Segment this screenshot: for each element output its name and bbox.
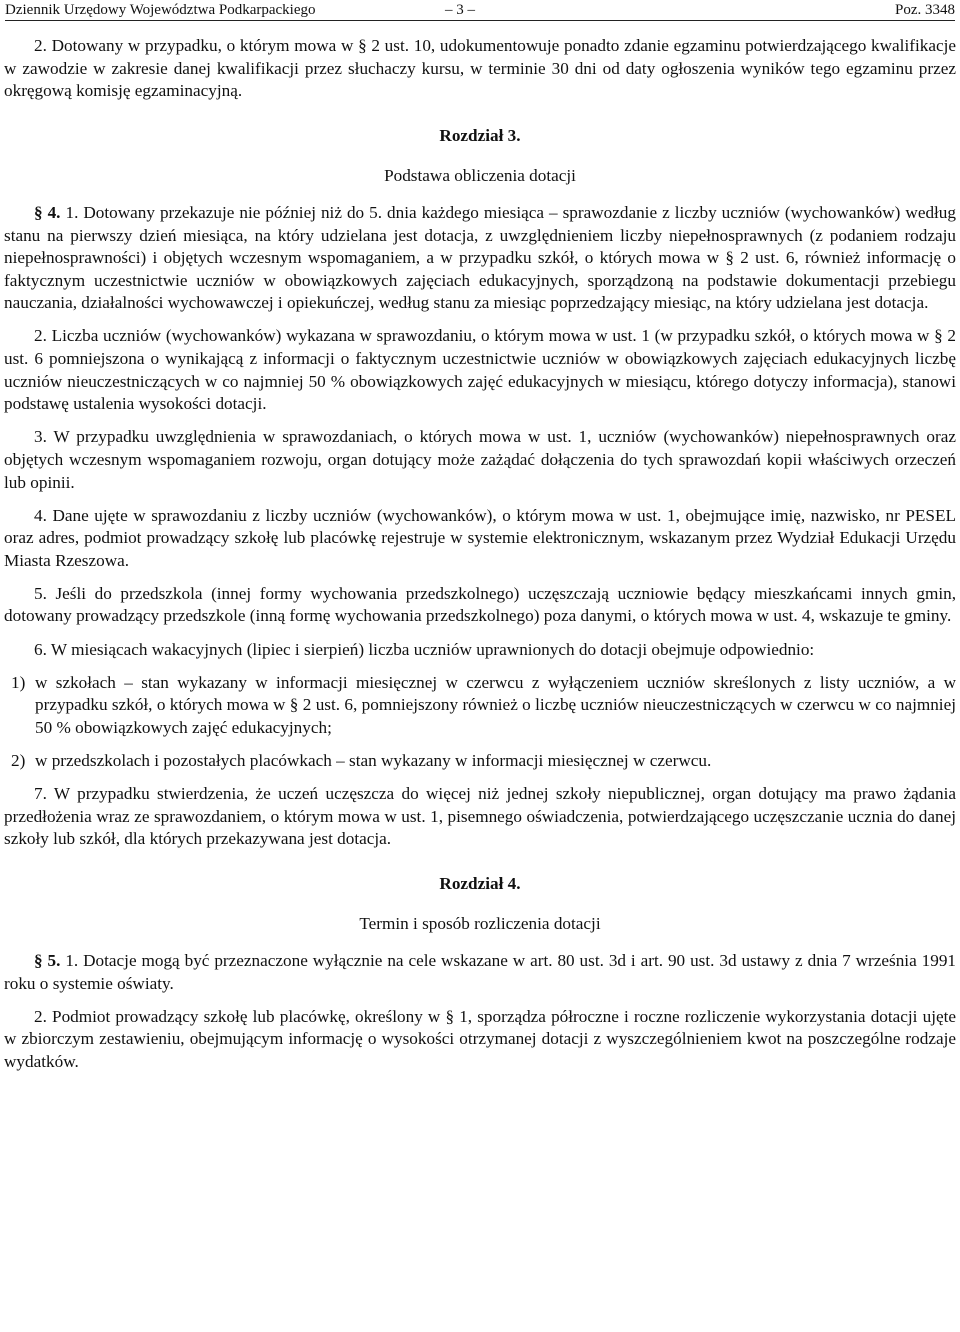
list-item-1 [4, 672, 956, 740]
section-5-para-1-text: 1. Dotacje mogą być przeznaczone wyłącznie na cele wskazane w art. 80 ust. 3d i art. 90 ust. 3d ustawy z dnia 7 września 1991 roku o systemie oświaty. [4, 951, 957, 993]
page-header [5, 0, 955, 21]
section-4-para-4: 4. Dane ujęte w sprawozdaniu z liczby uczniów (wychowanków), o którym mowa w ust. 1, obejmujące imię, nazwisko, nr PESEL oraz adres, podmiot prowadzący szkołę lub placówkę rejestruje w systemie elektronicznym, wskazanym przez Wydział Edukacji Urzędu Miasta Rzeszowa. [4, 505, 956, 570]
list-item-2-number: 2) [11, 750, 26, 770]
section-4-para-6: 6. W miesiącach wakacyjnych (lipiec i sierpień) liczba uczniów uprawnionych do dotacji obejmuje odpowiednio: [34, 639, 815, 659]
section-4-mark: § 4. [34, 202, 61, 222]
journal-title: Dziennik Urzędowy Województwa Podkarpackiego [5, 2, 316, 18]
document-body [4, 35, 956, 1084]
section-5-mark: § 5. [34, 951, 61, 970]
section-4-para-5: 5. Jeśli do przedszkola (innej formy wychowania przedszkolnego) uczęszczają uczniowie będący mieszkańcami innych gmin, dotowany prowadzący przedszkole (inną formę wychowania przedszkolnego) poza danymi, o których mowa w ust. 4, wskazuje te gminy. [4, 583, 956, 626]
list-item-1-number: 1) [11, 672, 26, 692]
chapter-4-title: Termin i sposób rozliczenia dotacji [359, 914, 601, 934]
list-item-2-text: w przedszkolach i pozostałych placówkach – stan wykazany w informacji miesięcznej w czerwcu. [35, 750, 712, 770]
page-number: – 3 – [445, 2, 475, 18]
section-4-para-1 [4, 202, 956, 315]
list-item-1-text: w szkołach – stan wykazany w informacji miesięcznej w czerwcu z wyłączeniem uczniów skreślonych z listy uczniów, a w przypadku szkół, o których mowa w § 2 ust. 6, pomniejszony również o liczbę uczniów nieuczestniczących w czerwcu w co najmniej 50 % obowiązkowych zajęć edukacyjnych; [35, 672, 956, 737]
section-4-para-7: 7. W przypadku stwierdzenia, że uczeń uczęszcza do więcej niż jednej szkoły niepublicznej, organ dotujący ma prawo żądania przedłożenia wraz ze sprawozdaniem, o którym mowa w ust. 1, pisemnego oświadczenia, potwierdzającego uczęszczanie ucznia do danej szkoły lub szkół, dla których przekazywana jest dotacja. [4, 784, 956, 849]
section-5-para-1 [4, 950, 956, 995]
paragraph-2: 2. Dotowany w przypadku, o którym mowa w § 2 ust. 10, udokumentowuje ponadto zdanie egzaminu potwierdzającego kwalifikacje w zawodzie w zakresie danej kwalifikacji przez słuchaczy kursu, w terminie 30 dni od daty ogłoszenia wyników tego egzaminu przez okręgową komisję egzaminacyjną. [4, 36, 956, 101]
position-number: Poz. 3348 [895, 2, 955, 18]
list-item-2 [4, 750, 956, 773]
chapter-4-label: Rozdział 4. [439, 873, 521, 893]
chapter-3-label: Rozdział 3. [439, 125, 521, 145]
section-4-para-2: 2. Liczba uczniów (wychowanków) wykazana w sprawozdaniu, o którym mowa w ust. 1 (w przypadku szkół, o których mowa w § 2 ust. 6 pomniejszona o wynikającą z informacji o faktycznym uczestnictwie uczniów w obowiązkowych zajęciach edukacyjnych liczbę uczniów nieuczestniczących w co najmniej 50 % obowiązkowych zajęć edukacyjnych w miesiącu, którego dotyczy informacja), stanowi podstawę ustalenia wysokości dotacji. [4, 326, 956, 414]
chapter-3-title: Podstawa obliczenia dotacji [384, 166, 576, 186]
section-4-para-3: 3. W przypadku uwzględnienia w sprawozdaniach, o których mowa w ust. 1, uczniów (wychowanków) niepełnosprawnych oraz objętych wczesnym wspomaganiem rozwoju, organ dotujący może zażądać dołączenia do tych sprawozdań kopii właściwych orzeczeń lub opinii. [4, 427, 956, 492]
section-5-para-2: 2. Podmiot prowadzący szkołę lub placówkę, określony w § 1, sporządza półroczne i roczne rozliczenie wykorzystania dotacji ujęte w zbiorczym zestawieniu, obejmującym informację o wysokości otrzymanej dotacji z wyszczególnieniem kwot na poszczególne rodzaje wydatków. [4, 1006, 956, 1071]
section-4-para-1-text: 1. Dotowany przekazuje nie później niż do 5. dnia każdego miesiąca – sprawozdanie z liczby uczniów (wychowanków) według stanu na pierwszy dzień miesiąca, na który udzielana jest dotacja, z uwzględnieniem liczby niepełnosprawnych (z podaniem rodzaju niepełnosprawności) i objętych wczesnym wspomaganiem, a w przypadku szkół, o których mowa w § 2 ust. 6, również informację o faktycznym uczestnictwie uczniów w obowiązkowych zajęciach edukacyjnych, sporządzoną na podstawie dokumentacji przebiegu nauczania, działalności wychowawczej i opiekuńczej, według stanu za miesiąc poprzedzający miesiąc, na który udzielana jest dotacja. [4, 202, 956, 313]
